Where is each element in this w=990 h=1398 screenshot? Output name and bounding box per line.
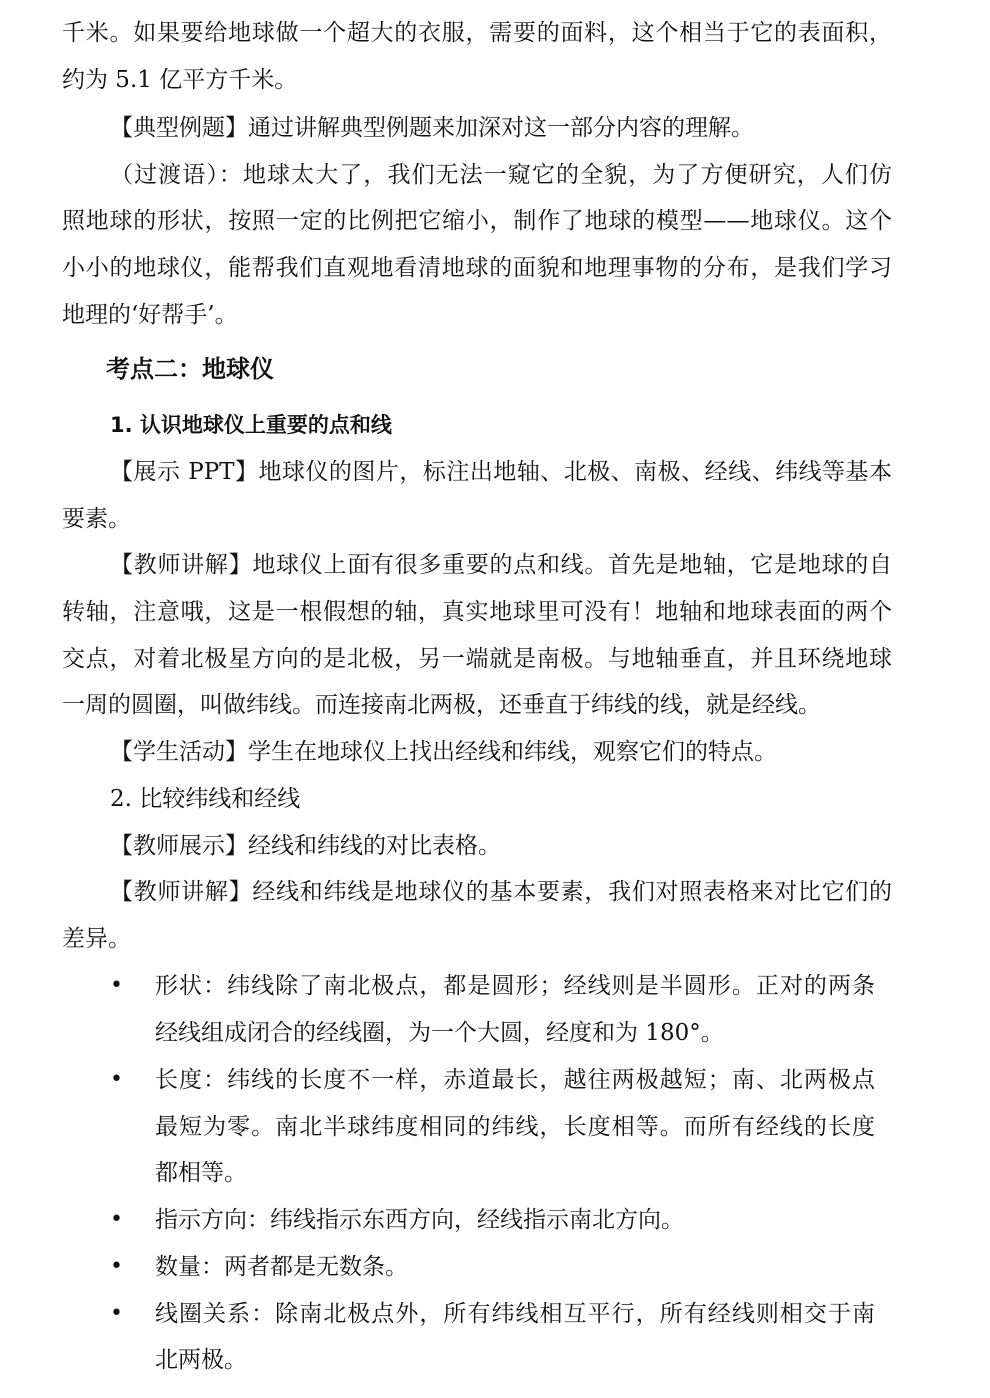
bullet-marker: • bbox=[110, 973, 123, 998]
bullet-text: 经线组成闭合的经线圈，为一个大圆，经度和为 180°。 bbox=[155, 1020, 724, 1046]
bullet-text: 最短为零。南北半球纬度相同的纬线，长度相等。而所有经线的长度 bbox=[155, 1114, 875, 1140]
bullet-marker: • bbox=[110, 1301, 123, 1326]
paragraph-line: 交点，对着北极星方向的是北极，另一端就是南极。与地轴垂直，并且环绕地球 bbox=[62, 646, 892, 672]
subsection-heading: 1. 认识地球仪上重要的点和线 bbox=[110, 413, 392, 437]
paragraph-line: 约为 5.1 亿平方千米。 bbox=[62, 67, 298, 93]
paragraph-line: 照地球的形状，按照一定的比例把它缩小，制作了地球的模型——地球仪。这个 bbox=[62, 208, 892, 234]
paragraph-line: 千米。如果要给地球做一个超大的衣服，需要的面料，这个相当于它的表面积， bbox=[62, 20, 892, 46]
bullet-text: 数量：两者都是无数条。 bbox=[155, 1254, 408, 1280]
paragraph-line: 【学生活动】学生在地球仪上找出经线和纬线，观察它们的特点。 bbox=[110, 739, 777, 765]
paragraph-line: 【教师讲解】经线和纬线是地球仪的基本要素，我们对照表格来对比它们的 bbox=[110, 879, 892, 905]
paragraph-line: 差异。 bbox=[62, 926, 131, 952]
bullet-text: 长度：纬线的长度不一样，赤道最长，越往两极越短；南、北两极点 bbox=[155, 1067, 875, 1093]
paragraph-line: 【教师展示】经线和纬线的对比表格。 bbox=[110, 833, 501, 859]
bullet-text: 线圈关系：除南北极点外，所有纬线相互平行，所有经线则相交于南 bbox=[155, 1301, 875, 1327]
bullet-text: 都相等。 bbox=[155, 1160, 247, 1186]
section-heading: 考点二：地球仪 bbox=[106, 355, 274, 383]
paragraph-line: 【教师讲解】地球仪上面有很多重要的点和线。首先是地轴，它是地球的自 bbox=[110, 552, 892, 578]
paragraph-line: 转轴，注意哦，这是一根假想的轴，真实地球里可没有！地轴和地球表面的两个 bbox=[62, 599, 892, 625]
bullet-marker: • bbox=[110, 1207, 123, 1232]
paragraph-line: （过渡语）：地球太大了，我们无法一窥它的全貌，为了方便研究，人们仿 bbox=[110, 162, 892, 188]
bullet-marker: • bbox=[110, 1254, 123, 1279]
bullet-text: 北两极。 bbox=[155, 1347, 247, 1373]
bullet-text: 指示方向：纬线指示东西方向，经线指示南北方向。 bbox=[155, 1207, 684, 1233]
paragraph-line: 小小的地球仪，能帮我们直观地看清地球的面貌和地理事物的分布，是我们学习 bbox=[62, 255, 892, 281]
paragraph-line: 【展示 PPT】地球仪的图片，标注出地轴、北极、南极、经线、纬线等基本 bbox=[110, 459, 892, 485]
paragraph-line: 一周的圆圈，叫做纬线。而连接南北两极，还垂直于纬线的线，就是经线。 bbox=[62, 692, 821, 718]
bullet-marker: • bbox=[110, 1067, 123, 1092]
subsection-heading: 2. 比较纬线和经线 bbox=[110, 786, 301, 812]
paragraph-line: 要素。 bbox=[62, 506, 131, 532]
paragraph-line: 地理的‘好帮手’。 bbox=[62, 302, 238, 328]
paragraph-line: 【典型例题】通过讲解典型例题来加深对这一部分内容的理解。 bbox=[110, 115, 754, 141]
bullet-text: 形状：纬线除了南北极点，都是圆形；经线则是半圆形。正对的两条 bbox=[155, 973, 875, 999]
